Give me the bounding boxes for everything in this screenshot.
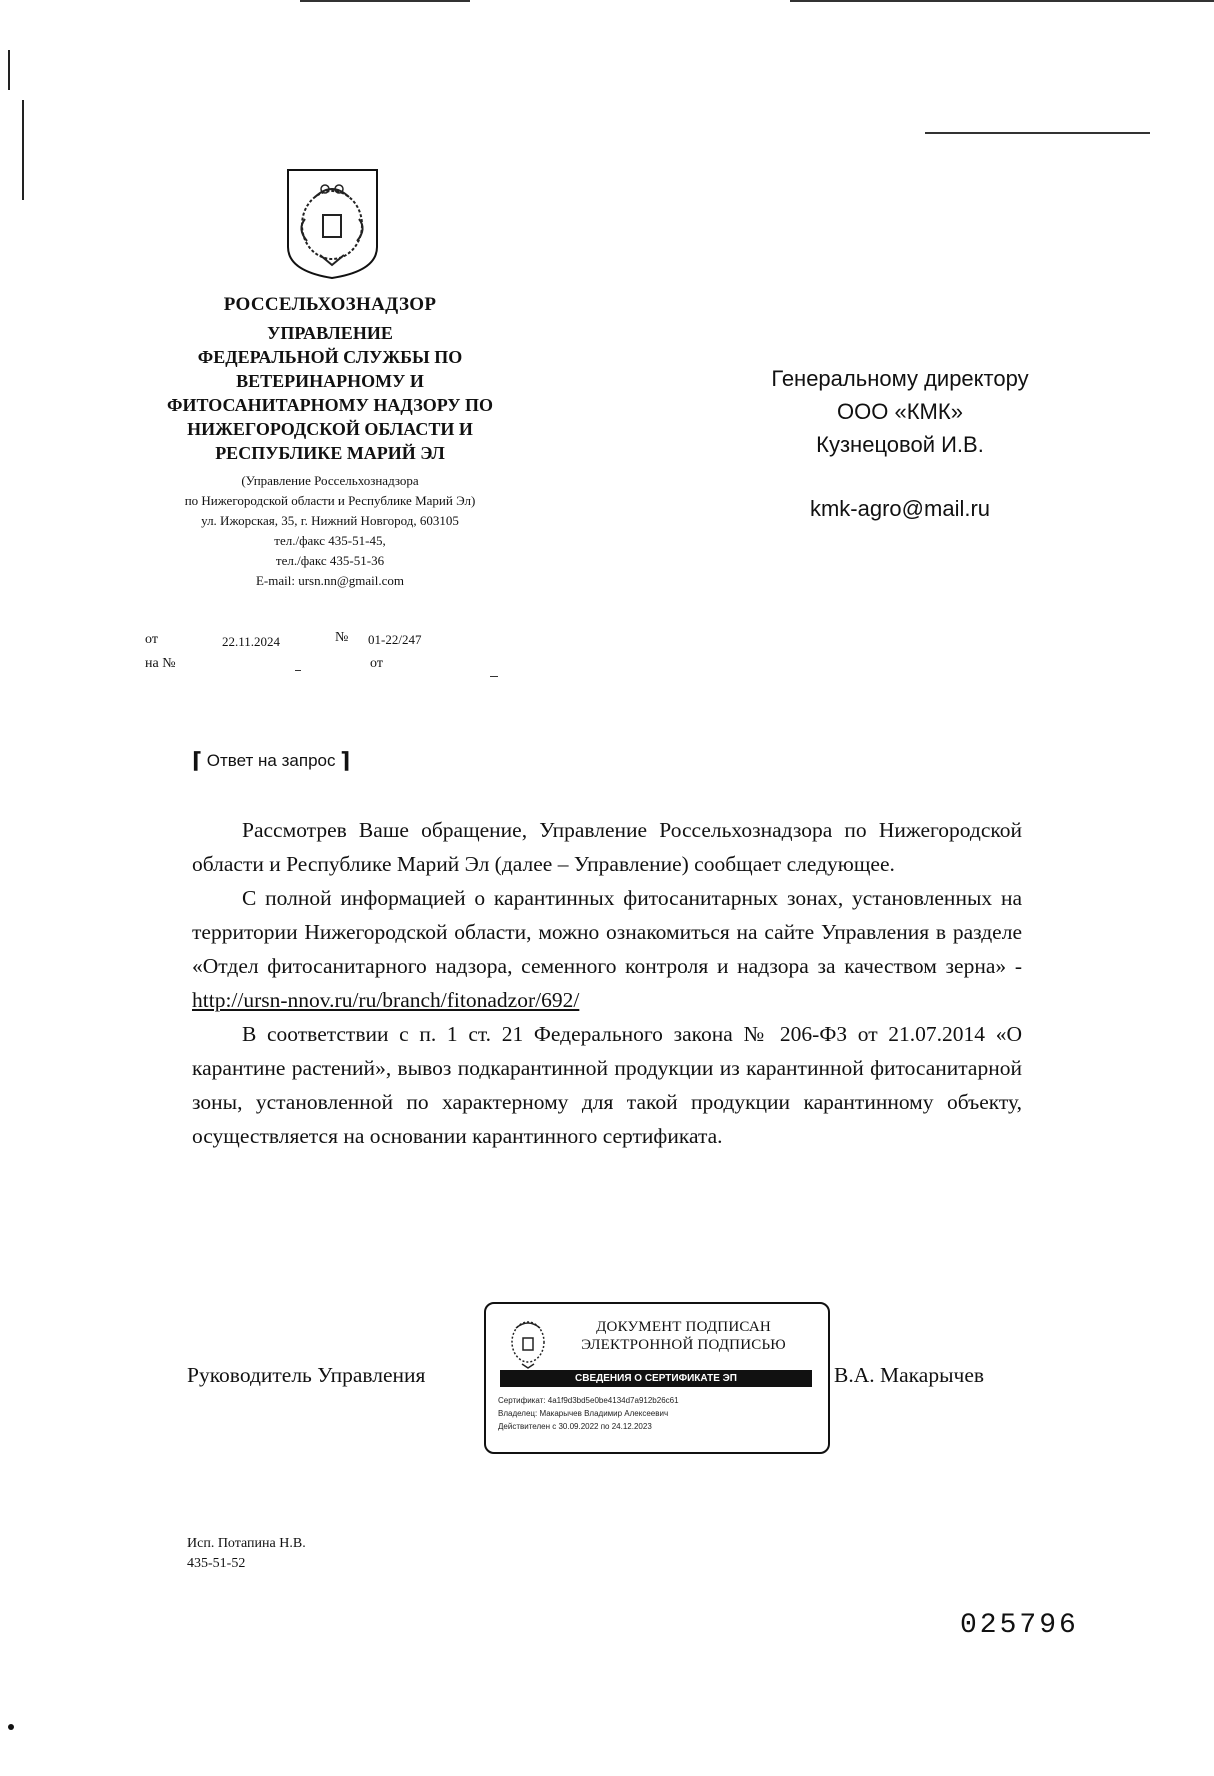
org-contact-line: по Нижегородской области и Республике Марий Эл) — [184, 493, 476, 508]
org-name-line: ВЕТЕРИНАРНОМУ И — [236, 371, 424, 391]
scan-margin-mark — [22, 100, 24, 200]
addressee-position: Генеральному директору — [771, 366, 1029, 391]
scan-mark — [295, 670, 301, 671]
registration-number: 01-22/247 — [368, 632, 422, 647]
scan-mark — [490, 676, 498, 677]
org-title: РОССЕЛЬХОЗНАДЗОР — [223, 294, 437, 315]
stamp-validity: Действителен с 30.09.2022 по 24.12.2023 — [498, 1422, 652, 1431]
stamp-owner: Владелец: Макарычев Владимир Алексеевич — [498, 1409, 669, 1418]
signatory-role: Руководитель Управления — [187, 1363, 426, 1387]
org-contact-line: (Управление Россельхознадзора — [241, 473, 419, 488]
org-name-line: ФЕДЕРАЛЬНОЙ СЛУЖБЫ ПО — [197, 347, 463, 367]
addressee-company: ООО «КМК» — [837, 399, 963, 424]
stamp-certificate-bar: СВЕДЕНИЯ О СЕРТИФИКАТЕ ЭП — [500, 1370, 812, 1387]
addressee-name: Кузнецовой И.В. — [816, 432, 984, 457]
subject-text: Ответ на запрос — [206, 751, 336, 770]
body-paragraph: Рассмотрев Ваше обращение, Управление Россельхознадзора по Нижегородской области и Республике Марий Эл (далее – Управление) сообщает следующее. — [192, 818, 1022, 876]
letter-body — [192, 813, 1022, 1153]
stamp-title — [556, 1318, 811, 1354]
body-paragraph — [192, 881, 1022, 1017]
stamp-details — [498, 1394, 818, 1433]
body-paragraph-text: С полной информацией о карантинных фитосанитарных зонах, установленных на территории Нижегородской области, можно ознакомиться на сайте Управления в разделе «Отдел фитосанитарного надзора, семенного контроля и надзора за качеством зерна» - — [192, 886, 1022, 978]
executor-block — [187, 1534, 306, 1574]
document-serial-number: 025796 — [960, 1610, 1079, 1641]
scan-rule-line — [925, 132, 1150, 134]
org-name-line: РЕСПУБЛИКЕ МАРИЙ ЭЛ — [215, 443, 445, 463]
scan-top-line — [300, 0, 470, 2]
addressee-block — [700, 362, 1100, 461]
org-address: ул. Ижорская, 35, г. Нижний Новгород, 603105 — [201, 513, 459, 528]
stamp-emblem-icon — [504, 1314, 552, 1370]
org-name-line: НИЖЕГОРОДСКОЙ ОБЛАСТИ И — [187, 419, 473, 439]
executor-phone: 435-51-52 — [187, 1556, 246, 1571]
signatory-name: В.А. Макарычев — [834, 1363, 985, 1387]
body-paragraph: В соответствии с п. 1 ст. 21 Федерального закона № 206-ФЗ от 21.07.2014 «О карантине растений», вывоз подкарантинной продукции из карантинной фитосанитарной зоны, установленной по характерному для такой продукции карантинному объекту, осуществляется на основании карантинного сертификата. — [192, 1022, 1022, 1148]
org-email: E-mail: ursn.nn@gmail.com — [255, 573, 405, 588]
scan-margin-mark — [8, 50, 10, 90]
org-name-line: УПРАВЛЕНИЕ — [267, 323, 393, 343]
subject-bracket-left: ⌈ — [192, 748, 203, 773]
reference-number-label: на № — [145, 656, 176, 671]
coat-of-arms-emblem — [285, 167, 380, 281]
org-name-line: ФИТОСАНИТАРНОМУ НАДЗОРУ ПО — [167, 395, 493, 415]
fitonadzor-link[interactable]: http://ursn-nnov.ru/ru/branch/fitonadzor/692/ — [192, 988, 580, 1012]
stamp-certificate: Сертификат: 4a1f9d3bd5e0be4134d7a912b26c61 — [498, 1396, 679, 1405]
letterhead — [120, 293, 540, 591]
registration-number-label: № — [335, 630, 349, 645]
registration-from-label: от — [145, 632, 158, 647]
stamp-title-line: ЭЛЕКТРОННОЙ ПОДПИСЬЮ — [581, 1337, 786, 1353]
e-signature-stamp — [484, 1302, 830, 1454]
subject-bracket-right: ⌉ — [340, 748, 351, 773]
org-phone: тел./факс 435-51-45, — [274, 533, 386, 548]
scan-mark — [8, 1724, 14, 1730]
org-phone: тел./факс 435-51-36 — [275, 553, 385, 568]
registration-date: 22.11.2024 — [222, 634, 281, 649]
subject-line — [192, 748, 350, 774]
executor-name: Исп. Потапина Н.В. — [187, 1536, 306, 1551]
addressee-email: kmk-agro@mail.ru — [809, 496, 991, 521]
reference-date-label: от — [370, 656, 383, 671]
scan-top-line — [790, 0, 1214, 2]
stamp-title-line: ДОКУМЕНТ ПОДПИСАН — [596, 1319, 771, 1335]
